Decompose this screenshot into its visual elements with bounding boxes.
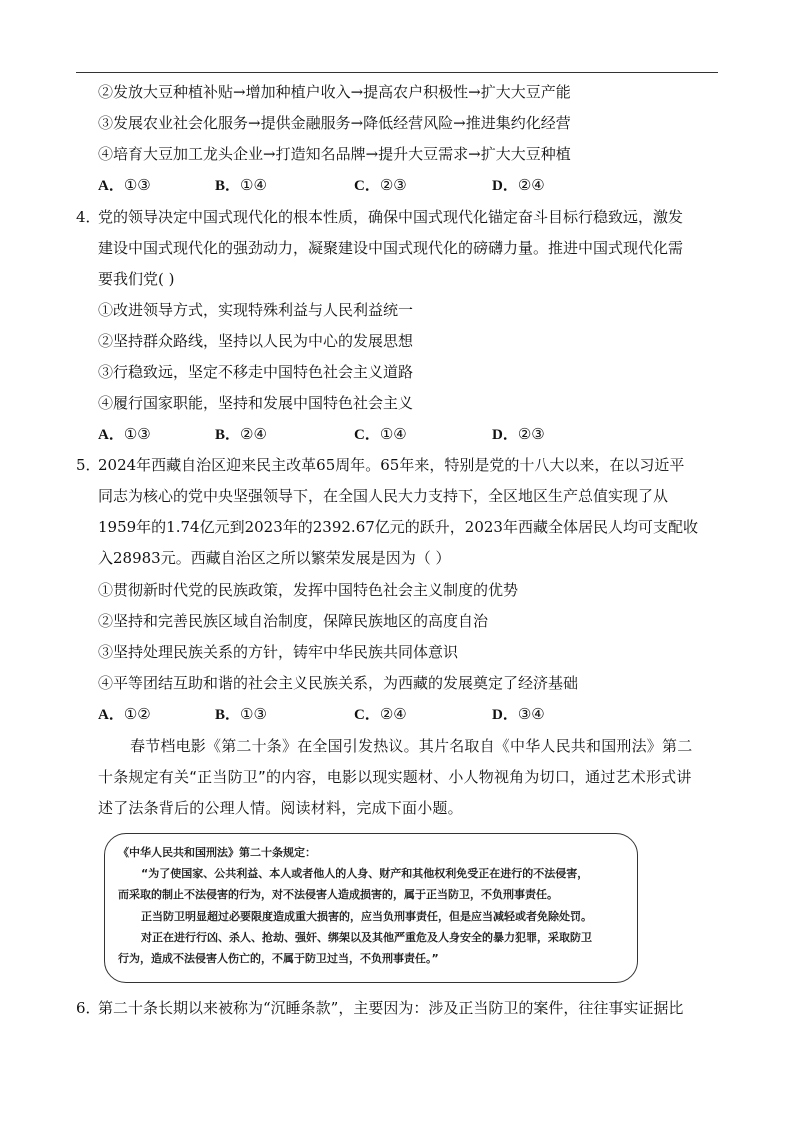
q3-item-2: ②发放大豆种植补贴→增加种植户收入→提高农户积极性→扩大大豆产能 <box>98 83 571 101</box>
q5-item-3: ③坚持处理民族关系的方针，铸牢中华民族共同体意识 <box>98 643 459 661</box>
q4-item-3: ③行稳致远，坚定不移走中国特色社会主义道路 <box>98 363 414 381</box>
q4-option-d[interactable]: D．②③ <box>492 425 545 443</box>
material-intro-line: 十条规定有关“正当防卫”的内容，电影以现实题材、小人物视角为切口，通过艺术形式讲 <box>98 768 692 786</box>
q3-option-c[interactable]: C．②③ <box>354 176 407 194</box>
q5-stem-line: 入28983元。西藏自治区之所以繁荣发展是因为（ ） <box>98 549 451 567</box>
q4-number: 4． <box>76 208 101 226</box>
q5-option-a[interactable]: A．①② <box>98 705 151 723</box>
q4-option-a[interactable]: A．①③ <box>98 425 151 443</box>
q3-item-4: ④培育大豆加工龙头企业→打造知名品牌→提升大豆需求→扩大大豆种植 <box>98 145 571 163</box>
q5-option-d[interactable]: D．③④ <box>492 705 545 723</box>
q5-item-1: ①贯彻新时代党的民族政策，发挥中国特色社会主义制度的优势 <box>98 581 519 599</box>
q6-stem-line: 第二十条长期以来被称为“沉睡条款”，主要因为：涉及正当防卫的案件，往往事实证据比 <box>98 999 684 1017</box>
q5-option-b[interactable]: B．①③ <box>215 705 267 723</box>
q5-stem-line: 同志为核心的党中央坚强领导下，在全国人民大力支持下，全区地区生产总值实现了从 <box>98 487 669 505</box>
law-title: 《中华人民共和国刑法》第二十条规定： <box>118 846 316 859</box>
law-text-line: “为了使国家、公共利益、本人或者他人的人身、财产和其他权利免受正在进行的不法侵害， <box>141 867 589 880</box>
q4-stem-line: 要我们党( ) <box>98 270 175 288</box>
q5-number: 5． <box>76 456 101 474</box>
material-intro-line: 述了法条背后的公理人情。阅读材料，完成下面小题。 <box>98 799 463 817</box>
q4-stem-line: 建设中国式现代化的强劲动力，凝聚建设中国式现代化的磅礴力量。推进中国式现代化需 <box>98 239 684 257</box>
q3-option-a[interactable]: A．①③ <box>98 176 151 194</box>
law-text-line: 而采取的制止不法侵害的行为，对不法侵害人造成损害的，属于正当防卫，不负刑事责任。 <box>118 888 558 901</box>
q3-option-d[interactable]: D．②④ <box>492 176 545 194</box>
q6-number: 6． <box>76 999 101 1017</box>
q3-item-3: ③发展农业社会化服务→提供金融服务→降低经营风险→推进集约化经营 <box>98 114 571 132</box>
q4-item-4: ④履行国家职能，坚持和发展中国特色社会主义 <box>98 394 414 412</box>
q5-option-c[interactable]: C．②④ <box>354 705 407 723</box>
q5-item-4: ④平等团结互助和谐的社会主义民族关系，为西藏的发展奠定了经济基础 <box>98 674 579 692</box>
law-excerpt-box <box>104 833 638 983</box>
q4-item-1: ①改进领导方式，实现特殊利益与人民利益统一 <box>98 301 414 319</box>
q5-item-2: ②坚持和完善民族区域自治制度，保障民族地区的高度自治 <box>98 612 489 630</box>
q4-option-c[interactable]: C．①④ <box>354 425 407 443</box>
q4-option-b[interactable]: B．②④ <box>215 425 267 443</box>
q5-stem-line: 2024年西藏自治区迎来民主改革65周年。65年来，特别是党的十八大以来，在以习近平 <box>98 456 685 474</box>
q3-option-b[interactable]: B．①④ <box>215 176 267 194</box>
law-text-line: 正当防卫明显超过必要限度造成重大损害的，应当负刑事责任，但是应当减轻或者免除处罚。 <box>141 910 592 923</box>
q4-item-2: ②坚持群众路线，坚持以人民为中心的发展思想 <box>98 332 414 350</box>
header-rule <box>76 72 718 73</box>
q5-stem-line: 1959年的1.74亿元到2023年的2392.67亿元的跃升，2023年西藏全体居民人均可支配收 <box>98 518 698 536</box>
material-intro-line: 春节档电影《第二十条》在全国引发热议。其片名取自《中华人民共和国刑法》第二 <box>130 737 693 755</box>
law-text-line: 对正在进行行凶、杀人、抢劫、强奸、绑架以及其他严重危及人身安全的暴力犯罪，采取防卫 <box>141 931 592 944</box>
q4-stem-line: 党的领导决定中国式现代化的根本性质，确保中国式现代化锚定奋斗目标行稳致远，激发 <box>98 208 684 226</box>
law-text-line: 行为，造成不法侵害人伤亡的，不属于防卫过当，不负刑事责任。” <box>118 952 439 965</box>
